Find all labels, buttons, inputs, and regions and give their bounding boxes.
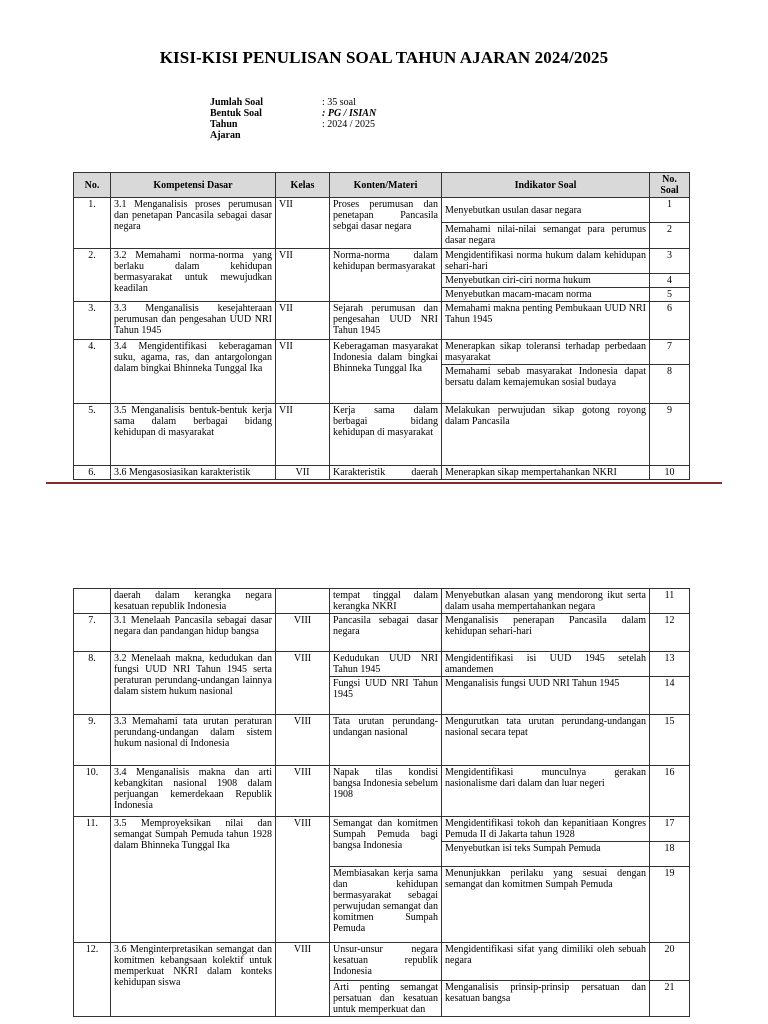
cell-no — [74, 589, 111, 614]
cell-konten: Tata urutan perundang-undangan nasional — [330, 715, 442, 766]
cell-kelas: VIII — [276, 715, 330, 766]
cell-kompetensi: 3.4 Mengidentifikasi keberagaman suku, agama, ras, dan antargolongan dalam bingkai Bhinneka Tunggal Ika — [111, 340, 276, 404]
meta-row-bentuk-soal — [210, 108, 376, 119]
cell-no-soal: 12 — [650, 614, 690, 652]
table-row — [74, 652, 690, 677]
cell-no: 12. — [74, 943, 111, 1017]
kisi-kisi-table-page-2 — [73, 588, 690, 1017]
cell-no: 8. — [74, 652, 111, 715]
header-indikator-soal: Indikator Soal — [442, 173, 650, 198]
cell-kompetensi: 3.3 Memahami tata urutan peraturan perundang-undangan dalam sistem hukum nasional di Indonesia — [111, 715, 276, 766]
cell-no-soal: 14 — [650, 677, 690, 715]
cell-kelas: VIII — [276, 766, 330, 817]
cell-no: 9. — [74, 715, 111, 766]
header-no-soal: No. Soal — [650, 173, 690, 198]
cell-no-soal: 20 — [650, 943, 690, 981]
cell-kelas: VII — [276, 249, 330, 302]
cell-konten: Keberagaman masyarakat Indonesia dalam bingkai Bhinneka Tunggal Ika — [330, 340, 442, 404]
header-konten-materi: Konten/Materi — [330, 173, 442, 198]
cell-kompetensi: daerah dalam kerangka negara kesatuan republik Indonesia — [111, 589, 276, 614]
table-row — [74, 340, 690, 365]
table-row — [74, 943, 690, 981]
table-row — [74, 466, 690, 480]
cell-no: 7. — [74, 614, 111, 652]
cell-konten: Sejarah perumusan dan pengesahan UUD NRI Tahun 1945 — [330, 302, 442, 340]
cell-kelas: VIII — [276, 652, 330, 715]
cell-no-soal: 21 — [650, 981, 690, 1017]
page-title: KISI-KISI PENULISAN SOAL TAHUN AJARAN 2024/2025 — [159, 48, 609, 67]
cell-indikator: Memahami nilai-nilai semangat para perumus dasar negara — [442, 223, 650, 249]
cell-indikator: Menerapkan sikap toleransi terhadap perbedaan masyarakat — [442, 340, 650, 365]
cell-konten: Arti penting semangat persatuan dan kesatuan untuk memperkuat dan — [330, 981, 442, 1017]
cell-kompetensi: 3.5 Menganalisis bentuk-bentuk kerja sama dalam berbagai bidang kehidupan di masyarakat — [111, 404, 276, 466]
cell-kelas: VIII — [276, 943, 330, 1017]
table-row — [74, 715, 690, 766]
cell-kelas: VIII — [276, 614, 330, 652]
cell-kelas: VII — [276, 404, 330, 466]
page-break-divider — [46, 482, 722, 484]
cell-no-soal: 13 — [650, 652, 690, 677]
cell-indikator: Menyebutkan macam-macam norma — [442, 288, 650, 302]
cell-kelas: VII — [276, 198, 330, 249]
cell-indikator: Menganalisis penerapan Pancasila dalam kehidupan sehari-hari — [442, 614, 650, 652]
cell-konten: Unsur-unsur negara kesatuan republik Indonesia — [330, 943, 442, 981]
header-kompetensi-dasar: Kompetensi Dasar — [111, 173, 276, 198]
meta-label: Ajaran — [210, 130, 241, 141]
cell-no-soal: 4 — [650, 274, 690, 288]
cell-kelas: VII — [276, 340, 330, 404]
meta-label: Bentuk Soal — [210, 108, 262, 119]
cell-konten: tempat tinggal dalam kerangka NKRI — [330, 589, 442, 614]
cell-no: 1. — [74, 198, 111, 249]
cell-indikator: Mengurutkan tata urutan perundang-undangan nasional secara tepat — [442, 715, 650, 766]
cell-indikator: Menyebutkan alasan yang mendorong ikut serta dalam usaha mempertahankan negara — [442, 589, 650, 614]
cell-no-soal: 10 — [650, 466, 690, 480]
cell-konten: Proses perumusan dan penetapan Pancasila sebgai dasar negara — [330, 198, 442, 249]
table-row — [74, 614, 690, 652]
cell-no: 5. — [74, 404, 111, 466]
cell-kompetensi: 3.6 Mengasosiasikan karakteristik — [111, 466, 276, 480]
cell-kompetensi: 3.2 Memahami norma-norma yang berlaku dalam kehidupan bermasyarakat untuk mewujudkan keadilan — [111, 249, 276, 302]
meta-label: Tahun — [210, 119, 238, 130]
meta-label: Jumlah Soal — [210, 97, 264, 108]
cell-no: 4. — [74, 340, 111, 404]
cell-no-soal: 8 — [650, 365, 690, 404]
table-header-row — [74, 173, 690, 198]
cell-indikator: Menunjukkan perilaku yang sesuai dengan semangat dan komitmen Sumpah Pemuda — [442, 867, 650, 943]
table-row — [74, 766, 690, 817]
meta-row-jumlah-soal — [210, 97, 376, 108]
cell-indikator: Menyebutkan usulan dasar negara — [442, 198, 650, 223]
cell-kelas — [276, 589, 330, 614]
table-row — [74, 404, 690, 466]
cell-no-soal: 6 — [650, 302, 690, 340]
cell-no-soal: 2 — [650, 223, 690, 249]
cell-indikator: Menganalisis fungsi UUD NRI Tahun 1945 — [442, 677, 650, 715]
cell-konten: Karakteristik daerah — [330, 466, 442, 480]
meta-value: : 35 soal — [322, 97, 356, 108]
cell-no-soal: 7 — [650, 340, 690, 365]
cell-konten: Pancasila sebagai dasar negara — [330, 614, 442, 652]
cell-kelas: VII — [276, 302, 330, 340]
cell-no: 2. — [74, 249, 111, 302]
cell-indikator: Memahami sebab masyarakat Indonesia dapat bersatu dalam kemajemukan sosial budaya — [442, 365, 650, 404]
cell-konten: Kedudukan UUD NRI Tahun 1945 — [330, 652, 442, 677]
cell-no-soal: 17 — [650, 817, 690, 842]
cell-indikator: Mengidentifikasi sifat yang dimiliki oleh sebuah negara — [442, 943, 650, 981]
cell-no: 11. — [74, 817, 111, 943]
cell-kompetensi: 3.1 Menelaah Pancasila sebagai dasar negara dan pandangan hidup bangsa — [111, 614, 276, 652]
cell-indikator: Mengidentifikasi munculnya gerakan nasionalisme dari dalam dan luar negeri — [442, 766, 650, 817]
cell-no-soal: 19 — [650, 867, 690, 943]
cell-no: 10. — [74, 766, 111, 817]
table-row — [74, 198, 690, 223]
document-meta — [210, 97, 376, 141]
cell-konten: Kerja sama dalam berbagai bidang kehidupan di masyarakat — [330, 404, 442, 466]
cell-no-soal: 11 — [650, 589, 690, 614]
cell-no-soal: 3 — [650, 249, 690, 274]
cell-no-soal: 5 — [650, 288, 690, 302]
cell-no-soal: 18 — [650, 842, 690, 867]
cell-indikator: Mengidentifikasi tokoh dan kepanitiaan Kongres Pemuda II di Jakarta tahun 1928 — [442, 817, 650, 842]
cell-konten: Norma-norma dalam kehidupan bermasyarakat — [330, 249, 442, 302]
cell-kompetensi: 3.3 Menganalisis kesejahteraan perumusan dan pengesahan UUD NRI Tahun 1945 — [111, 302, 276, 340]
cell-indikator: Mengidentifikasi norma hukum dalam kehidupan sehari-hari — [442, 249, 650, 274]
cell-indikator: Memahami makna penting Pembukaan UUD NRI Tahun 1945 — [442, 302, 650, 340]
cell-kelas: VIII — [276, 817, 330, 943]
meta-value: : PG / ISIAN — [322, 108, 377, 119]
cell-kompetensi: 3.4 Menganalisis makna dan arti kebangkitan nasional 1908 dalam perjuangan kemerdekaan Republik Indonesia — [111, 766, 276, 817]
cell-kompetensi: 3.1 Menganalisis proses perumusan dan penetapan Pancasila sebagai dasar negara — [111, 198, 276, 249]
cell-no-soal: 1 — [650, 198, 690, 223]
cell-indikator: Menganalisis prinsip-prinsip persatuan dan kesatuan bangsa — [442, 981, 650, 1017]
table-row — [74, 249, 690, 274]
kisi-kisi-table-page-1 — [73, 172, 690, 480]
cell-kelas: VII — [276, 466, 330, 480]
cell-indikator: Menyebutkan isi teks Sumpah Pemuda — [442, 842, 650, 867]
table-row — [74, 589, 690, 614]
cell-no-soal: 16 — [650, 766, 690, 817]
meta-row-ajaran — [210, 130, 376, 141]
header-no: No. — [74, 173, 111, 198]
table-row — [74, 302, 690, 340]
meta-row-tahun — [210, 119, 376, 130]
cell-indikator: Menyebutkan ciri-ciri norma hukum — [442, 274, 650, 288]
meta-value: : 2024 / 2025 — [322, 119, 376, 130]
cell-konten: Semangat dan komitmen Sumpah Pemuda bagi bangsa Indonesia — [330, 817, 442, 867]
cell-indikator: Mengidentifikasi isi UUD 1945 setelah amandemen — [442, 652, 650, 677]
cell-konten: Napak tilas kondisi bangsa Indonesia sebelum 1908 — [330, 766, 442, 817]
cell-konten: Fungsi UUD NRI Tahun 1945 — [330, 677, 442, 715]
cell-kompetensi: 3.6 Menginterpretasikan semangat dan komitmen kebangsaan kolektif untuk memperkuat NKRI dalam konteks kehidupan siswa — [111, 943, 276, 1017]
cell-kompetensi: 3.5 Memproyeksikan nilai dan semangat Sumpah Pemuda tahun 1928 dalam Bhinneka Tunggal Ika — [111, 817, 276, 943]
cell-no-soal: 15 — [650, 715, 690, 766]
header-kelas: Kelas — [276, 173, 330, 198]
cell-kompetensi: 3.2 Menelaah makna, kedudukan dan fungsi UUD NRI Tahun 1945 serta peraturan perundang-undangan lainnya dalam sistem hukum nasional — [111, 652, 276, 715]
cell-no: 3. — [74, 302, 111, 340]
table-row — [74, 817, 690, 842]
cell-no-soal: 9 — [650, 404, 690, 466]
cell-indikator: Melakukan perwujudan sikap gotong royong dalam Pancasila — [442, 404, 650, 466]
cell-konten: Membiasakan kerja sama dan kehidupan bermasyarakat sebagai perwujudan semangat dan komitmen Sumpah Pemuda — [330, 867, 442, 943]
cell-no: 6. — [74, 466, 111, 480]
cell-indikator: Menerapkan sikap mempertahankan NKRI — [442, 466, 650, 480]
